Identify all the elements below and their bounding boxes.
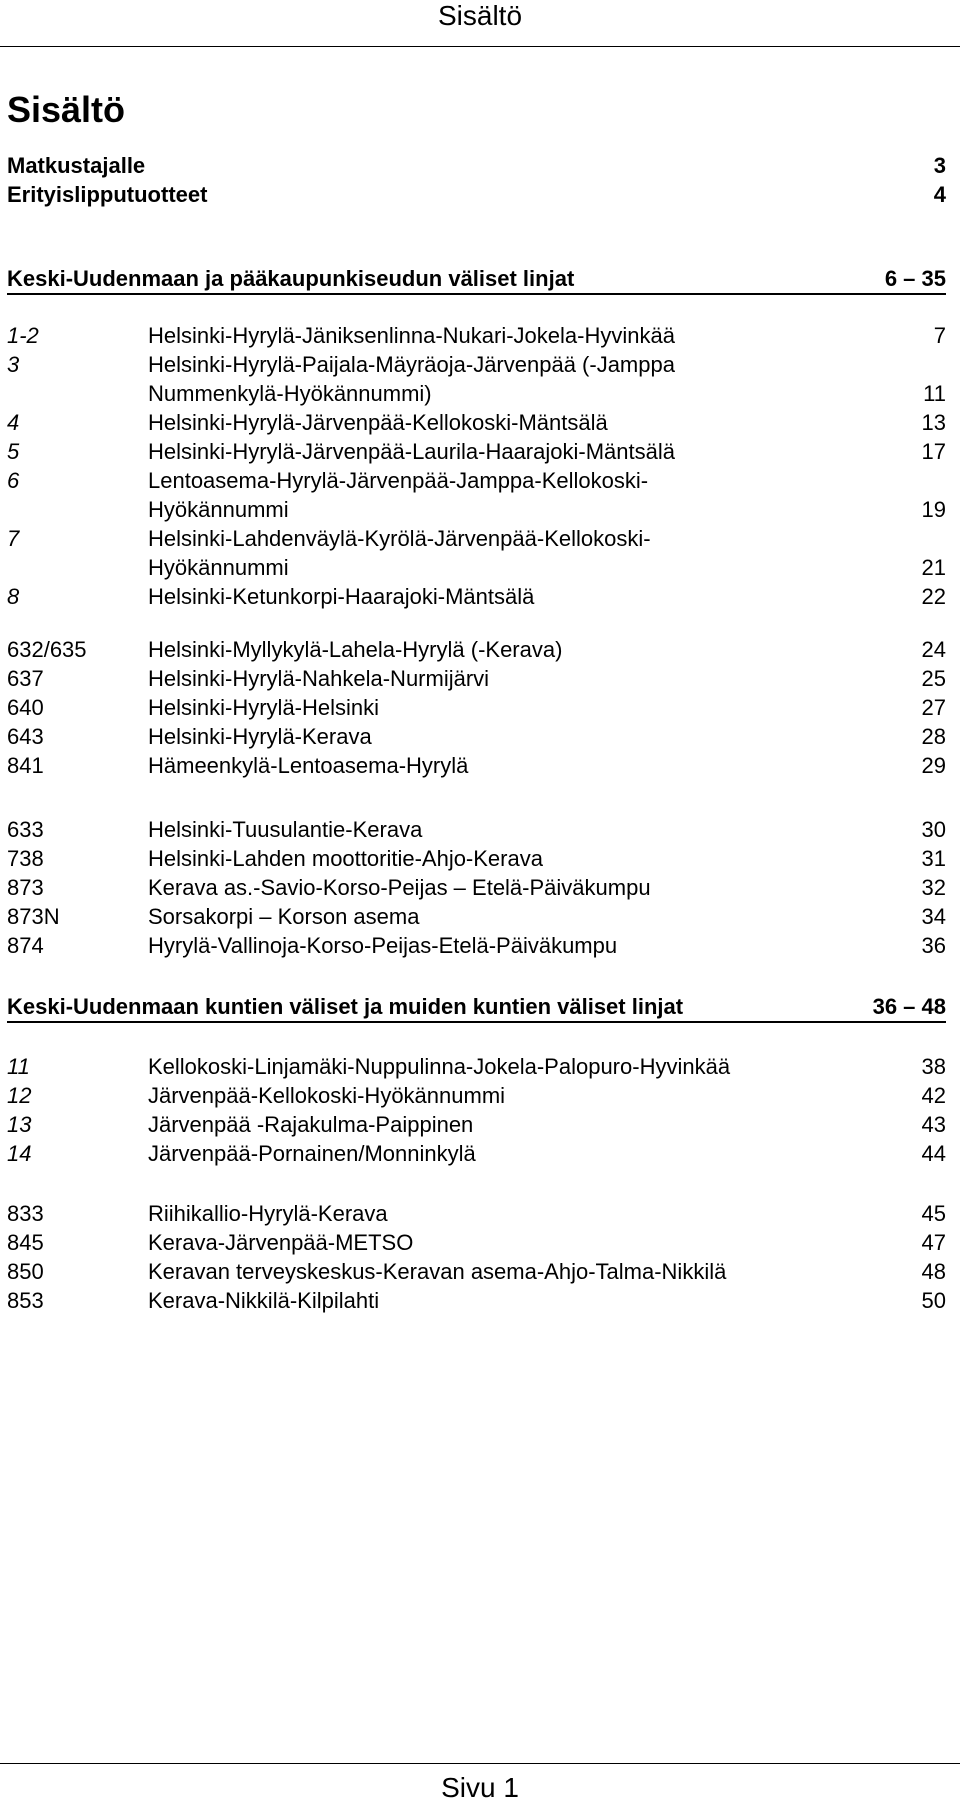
route-number: 853 — [7, 1288, 44, 1313]
route-name: Sorsakorpi – Korson asema — [148, 904, 420, 929]
route-page: 38 — [921, 1054, 946, 1079]
route-row[interactable] — [7, 1052, 946, 1081]
route-row[interactable] — [7, 321, 946, 350]
route-row[interactable] — [7, 524, 946, 553]
route-name: Helsinki-Lahden moottoritie-Ahjo-Kerava — [148, 846, 543, 871]
route-number: 637 — [7, 666, 44, 691]
route-page: 47 — [921, 1230, 946, 1255]
route-page: 13 — [921, 410, 946, 435]
toc-entry-erityislipputuotteet[interactable] — [7, 180, 946, 209]
route-name: Hyrylä-Vallinoja-Korso-Peijas-Etelä-Päiväkumpu — [148, 933, 618, 958]
route-name: Helsinki-Hyrylä-Jäniksenlinna-Nukari-Jokela-Hyvinkää — [148, 323, 675, 348]
route-number: 7 — [7, 526, 20, 551]
section-heading-pages: 36 – 48 — [872, 993, 946, 1019]
route-name: Järvenpää-Pornainen/Monninkylä — [148, 1141, 476, 1166]
route-row-continuation[interactable] — [7, 379, 946, 408]
route-name: Keravan terveyskeskus-Keravan asema-Ahjo-Talma-Nikkilä — [148, 1259, 727, 1284]
route-name: Helsinki-Hyrylä-Järvenpää-Laurila-Haarajoki-Mäntsälä — [148, 439, 675, 464]
route-number: 3 — [7, 352, 20, 377]
route-row[interactable] — [7, 437, 946, 466]
route-number: 11 — [7, 1054, 30, 1079]
route-row[interactable] — [7, 1257, 946, 1286]
section-heading-kuntien-valiset[interactable] — [7, 992, 946, 1023]
route-name: Riihikallio-Hyrylä-Kerava — [148, 1201, 388, 1226]
route-name: Kerava-Nikkilä-Kilpilahti — [148, 1288, 380, 1313]
route-row[interactable] — [7, 751, 946, 780]
route-row[interactable] — [7, 1139, 946, 1168]
route-row[interactable] — [7, 582, 946, 611]
route-name: Helsinki-Myllykylä-Lahela-Hyrylä (-Kerava) — [148, 637, 563, 662]
route-row[interactable] — [7, 873, 946, 902]
route-page: 21 — [921, 555, 946, 580]
route-name: Kerava as.-Savio-Korso-Peijas – Etelä-Päiväkumpu — [148, 875, 651, 900]
route-name: Helsinki-Hyrylä-Helsinki — [148, 695, 380, 720]
route-name: Helsinki-Hyrylä-Nahkela-Nurmijärvi — [148, 666, 490, 691]
route-row[interactable] — [7, 1110, 946, 1139]
route-page: 28 — [921, 724, 946, 749]
route-page: 48 — [921, 1259, 946, 1284]
route-page: 7 — [933, 323, 946, 348]
route-number: 13 — [7, 1112, 32, 1137]
route-page: 32 — [921, 875, 946, 900]
route-number: 643 — [7, 724, 44, 749]
route-page: 29 — [921, 753, 946, 778]
route-number: 14 — [7, 1141, 32, 1166]
section-heading-title: Keski-Uudenmaan kuntien väliset ja muiden kuntien väliset linjat — [7, 993, 684, 1019]
route-row[interactable] — [7, 1081, 946, 1110]
route-page: 11 — [923, 381, 946, 406]
route-name: Helsinki-Tuusulantie-Kerava — [148, 817, 423, 842]
route-page: 44 — [921, 1141, 946, 1166]
route-page: 43 — [921, 1112, 946, 1137]
route-row[interactable] — [7, 1286, 946, 1315]
route-number: 873 — [7, 875, 44, 900]
route-number: 4 — [7, 410, 20, 435]
route-name: Hämeenkylä-Lentoasema-Hyrylä — [148, 753, 469, 778]
route-page: 27 — [921, 695, 946, 720]
route-row[interactable] — [7, 1199, 946, 1228]
route-name: Helsinki-Lahdenväylä-Kyrölä-Järvenpää-Kellokoski- — [148, 526, 651, 551]
toc-entry-label: Erityislipputuotteet — [7, 181, 208, 207]
route-row[interactable] — [7, 635, 946, 664]
route-number: 632/635 — [7, 637, 87, 662]
route-number: 874 — [7, 933, 44, 958]
route-row[interactable] — [7, 902, 946, 931]
route-name: Hyökännummi — [148, 555, 289, 580]
route-page: 31 — [921, 846, 946, 871]
route-page: 42 — [921, 1083, 946, 1108]
route-number: 12 — [7, 1083, 32, 1108]
route-number: 633 — [7, 817, 44, 842]
route-page: 45 — [921, 1201, 946, 1226]
route-page: 36 — [921, 933, 946, 958]
toc-entry-page: 4 — [933, 181, 946, 207]
toc-entry-page: 3 — [933, 152, 946, 178]
route-row-continuation[interactable] — [7, 553, 946, 582]
route-page: 30 — [921, 817, 946, 842]
footer-divider — [0, 1763, 960, 1764]
route-number: 833 — [7, 1201, 44, 1226]
section-heading-pages: 6 – 35 — [884, 265, 946, 291]
route-page: 50 — [921, 1288, 946, 1313]
route-row[interactable] — [7, 722, 946, 751]
route-number: 850 — [7, 1259, 44, 1284]
route-row[interactable] — [7, 350, 946, 379]
route-name: Helsinki-Hyrylä-Kerava — [148, 724, 372, 749]
route-row[interactable] — [7, 844, 946, 873]
route-page: 17 — [921, 439, 946, 464]
route-row[interactable] — [7, 466, 946, 495]
route-row[interactable] — [7, 1228, 946, 1257]
route-name: Helsinki-Ketunkorpi-Haarajoki-Mäntsälä — [148, 584, 535, 609]
route-number: 841 — [7, 753, 44, 778]
route-row[interactable] — [7, 664, 946, 693]
route-number: 640 — [7, 695, 44, 720]
route-number: 5 — [7, 439, 20, 464]
toc-entry-label: Matkustajalle — [7, 152, 146, 178]
route-number: 8 — [7, 584, 20, 609]
page-footer: Sivu 1 — [441, 1772, 519, 1803]
route-name: Lentoasema-Hyrylä-Järvenpää-Jamppa-Kellokoski- — [148, 468, 649, 493]
section-heading-title: Keski-Uudenmaan ja pääkaupunkiseudun väliset linjat — [7, 265, 575, 291]
route-page: 25 — [921, 666, 946, 691]
page-header — [0, 0, 960, 47]
route-page: 34 — [921, 904, 946, 929]
route-name: Kellokoski-Linjamäki-Nuppulinna-Jokela-Palopuro-Hyvinkää — [148, 1054, 731, 1079]
route-number: 1-2 — [7, 323, 39, 348]
header-title: Sisältö — [437, 0, 523, 31]
route-name: Hyökännummi — [148, 497, 289, 522]
route-name: Järvenpää -Rajakulma-Paippinen — [148, 1112, 474, 1137]
route-row-continuation[interactable] — [7, 495, 946, 524]
route-name: Helsinki-Hyrylä-Järvenpää-Kellokoski-Mäntsälä — [148, 410, 608, 435]
route-name: Kerava-Järvenpää-METSO — [148, 1230, 414, 1255]
page-title: Sisältö — [7, 89, 126, 130]
route-name: Helsinki-Hyrylä-Paijala-Mäyräoja-Järvenpää (-Jamppa — [148, 352, 675, 377]
route-number: 738 — [7, 846, 44, 871]
route-number: 845 — [7, 1230, 44, 1255]
route-page: 19 — [921, 497, 946, 522]
route-number: 6 — [7, 468, 20, 493]
route-number: 873N — [7, 904, 60, 929]
route-row[interactable] — [7, 693, 946, 722]
route-page: 22 — [921, 584, 946, 609]
route-row[interactable] — [7, 408, 946, 437]
route-name: Järvenpää-Kellokoski-Hyökännummi — [148, 1083, 506, 1108]
toc-entry-matkustajalle[interactable] — [7, 151, 946, 180]
section-heading-keski-uusimaa-paakaupunkiseutu[interactable] — [7, 264, 946, 295]
route-row[interactable] — [7, 815, 946, 844]
route-name: Nummenkylä-Hyökännummi) — [148, 381, 432, 406]
route-page: 24 — [921, 637, 946, 662]
route-row[interactable] — [7, 931, 946, 960]
